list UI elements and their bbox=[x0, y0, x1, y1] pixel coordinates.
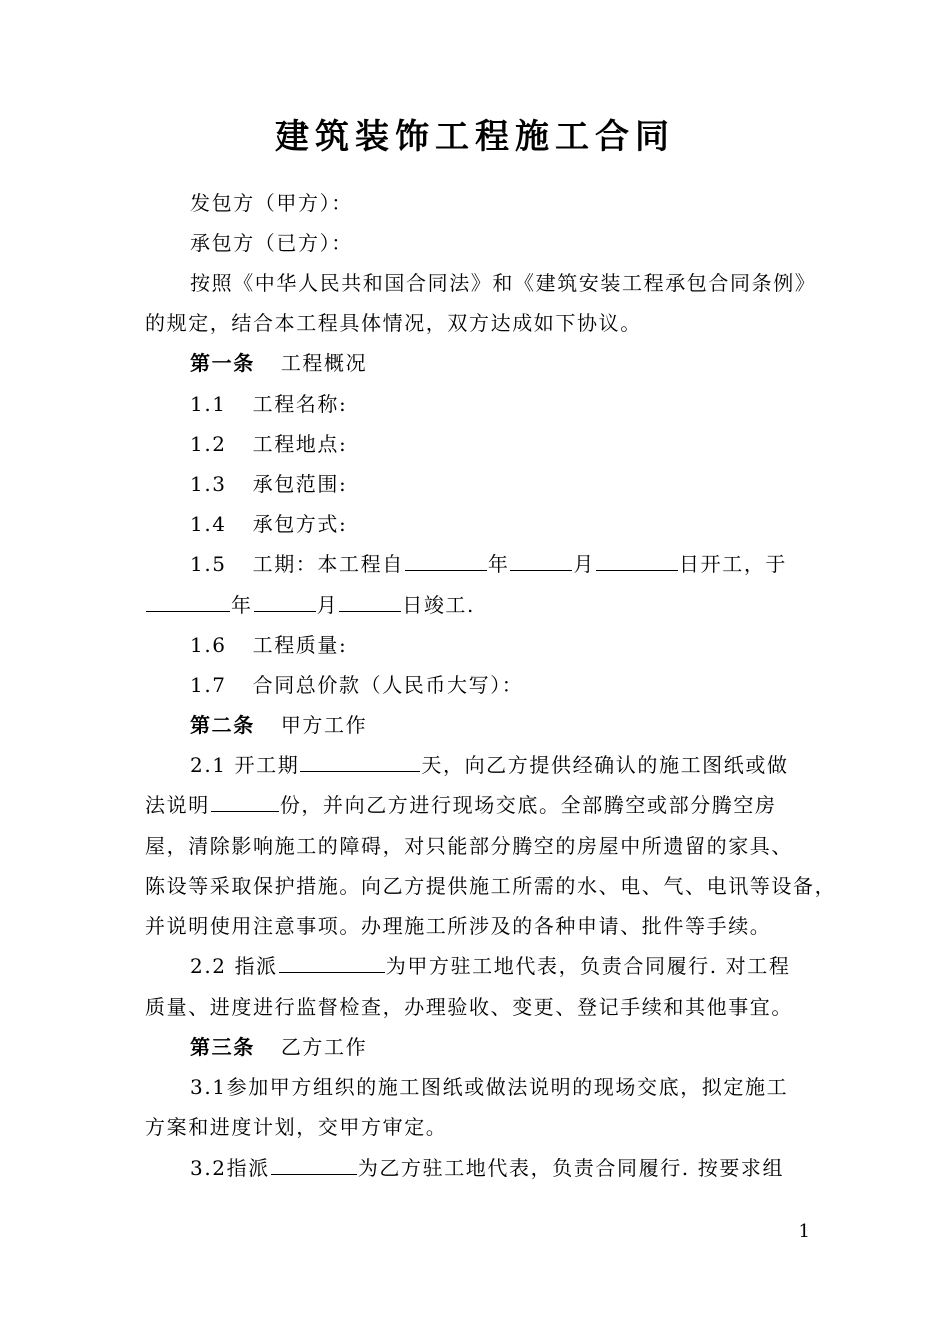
clause-2-1-line-5: 并说明使用注意事项。办理施工所涉及的各种申请、批件等手续。 bbox=[145, 914, 772, 938]
article-title: 乙方工作 bbox=[280, 1035, 368, 1059]
clause-text: 3.2指派 bbox=[190, 1156, 270, 1180]
item-text: 日开工，于 bbox=[679, 552, 788, 576]
article-label: 第二条 bbox=[190, 713, 255, 737]
item-1-7 bbox=[190, 670, 810, 700]
clause-2-2-line-1 bbox=[190, 951, 810, 981]
clause-text: 2.1 开工期 bbox=[190, 753, 300, 777]
item-1-4 bbox=[190, 509, 810, 539]
employer-line: 发包方（甲方）： bbox=[190, 191, 353, 215]
preamble-line-2: 的规定，结合本工程具体情况，双方达成如下协议。 bbox=[145, 311, 642, 335]
blank-field bbox=[300, 751, 420, 772]
blank-field bbox=[510, 550, 572, 571]
item-text: 工程质量: bbox=[252, 633, 348, 657]
item-text: 合同总价款（人民币大写）： bbox=[252, 673, 524, 697]
blank-field bbox=[596, 550, 678, 571]
preamble-line-1: 按照《中华人民共和国合同法》和《建筑安装工程承包合同条例》 bbox=[190, 271, 817, 295]
article-label: 第三条 bbox=[190, 1035, 255, 1059]
contractor-line: 承包方（已方）： bbox=[190, 231, 353, 255]
item-text: 工期：本工程自 bbox=[252, 552, 404, 576]
clause-2-2-line-2: 质量、进度进行监督检查，办理验收、变更、登记手续和其他事宜。 bbox=[145, 995, 793, 1019]
item-1-1 bbox=[190, 389, 810, 419]
article-title: 甲方工作 bbox=[280, 713, 368, 737]
item-number: 1.2 bbox=[190, 432, 227, 456]
item-text: 承包方式: bbox=[252, 512, 348, 536]
clause-text: 为乙方驻工地代表，负责合同履行. 按要求组 bbox=[357, 1156, 785, 1180]
clause-text: 为甲方驻工地代表，负责合同履行. 对工程 bbox=[385, 954, 791, 978]
item-number: 1.1 bbox=[190, 392, 227, 416]
item-1-6 bbox=[190, 630, 810, 660]
blank-field bbox=[254, 591, 316, 612]
item-number: 1.7 bbox=[190, 673, 227, 697]
clause-text: 份，并向乙方进行现场交底。全部腾空或部分腾空房 bbox=[279, 793, 777, 817]
item-1-2 bbox=[190, 429, 810, 459]
item-text: 月 bbox=[573, 552, 596, 576]
clause-text: 2.2 指派 bbox=[190, 954, 278, 978]
article-3-heading bbox=[190, 1032, 810, 1062]
blank-field bbox=[339, 591, 401, 612]
item-number: 1.4 bbox=[190, 512, 227, 536]
clause-3-1-line-1: 3.1参加甲方组织的施工图纸或做法说明的现场交底，拟定施工 bbox=[190, 1075, 789, 1099]
item-text: 年 bbox=[487, 552, 510, 576]
page-number: 1 bbox=[798, 1221, 810, 1242]
article-2-heading bbox=[190, 710, 810, 740]
clause-3-1-line-2: 方案和进度计划，交甲方审定。 bbox=[145, 1115, 448, 1139]
item-text: 承包范围: bbox=[252, 472, 348, 496]
clause-3-2-line-1 bbox=[190, 1153, 810, 1183]
clause-2-1-line-3: 屋，清除影响施工的障碍，对只能部分腾空的房屋中所遗留的家具、 bbox=[145, 834, 793, 858]
blank-field bbox=[146, 591, 230, 612]
clause-2-1-line-4: 陈设等采取保护措施。向乙方提供施工所需的水、电、气、电讯等设备， bbox=[145, 874, 837, 898]
item-text: 年 bbox=[231, 593, 253, 617]
blank-field bbox=[271, 1154, 357, 1175]
article-title: 工程概况 bbox=[280, 351, 368, 375]
item-text: 工程名称: bbox=[252, 392, 348, 416]
blank-field bbox=[211, 791, 279, 812]
article-1-heading bbox=[190, 348, 810, 378]
item-1-5 bbox=[190, 549, 810, 579]
clause-2-1-line-2 bbox=[145, 790, 810, 820]
article-label: 第一条 bbox=[190, 351, 255, 375]
item-text: 月 bbox=[316, 593, 339, 617]
clause-text: 天，向乙方提供经确认的施工图纸或做 bbox=[421, 753, 789, 777]
item-number: 1.6 bbox=[190, 633, 227, 657]
blank-field bbox=[279, 952, 385, 973]
item-number: 1.3 bbox=[190, 472, 227, 496]
item-1-3 bbox=[190, 469, 810, 499]
item-text: 工程地点: bbox=[252, 432, 348, 456]
item-1-5-continued bbox=[145, 590, 810, 620]
blank-field bbox=[405, 550, 487, 571]
item-number: 1.5 bbox=[190, 552, 227, 576]
document-title: 建筑装饰工程施工合同 bbox=[275, 117, 675, 157]
clause-text: 法说明 bbox=[145, 793, 210, 817]
clause-2-1-line-1 bbox=[190, 750, 810, 780]
item-text: 日竣工. bbox=[402, 593, 475, 617]
